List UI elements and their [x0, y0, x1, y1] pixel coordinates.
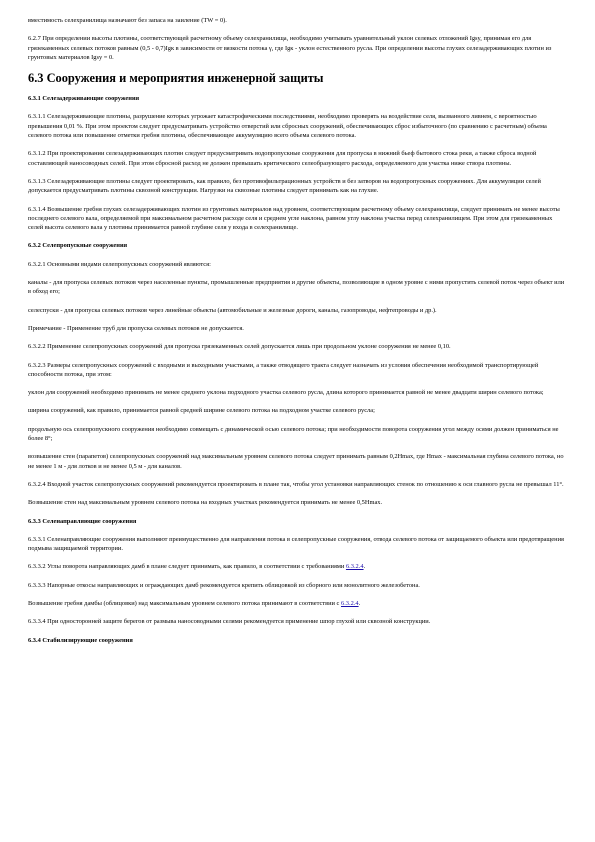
paragraph-axis: продольную ось селепропускного сооружения необходимо совмещать с динамической осью селевого потока; при необходимости поворота сооружения угол между осями должен приниматься не более 8°; [28, 425, 559, 443]
paragraph-parapet: возвышение стен (парапетов) селепропускных сооружений над максимальным уровнем селевого потока следует принимать равным 0,2Hmax, где Hmax - максимальная глубина селевого потока, но не менее 1 м - для лотков и не менее 0,5 м - для каналов. [28, 453, 564, 470]
paragraph-6-3-2-1: 6.3.2.1 Основными видами селепропускных сооружений являются: [28, 260, 211, 268]
paragraph-6-3-3-2 [28, 562, 567, 571]
paragraph-slope: уклон для сооружений необходимо принимать не менее среднего уклона подходного участка селевого русла, длина которого принимается равной не менее двадцати ширин селевого потока; [28, 389, 544, 397]
paragraph-chutes: селеспуски - для пропуска селевых потоков через линейные объекты (автомобильные и железные дороги, каналы, газопроводы, нефтепроводы и др.). [28, 306, 437, 314]
paragraph-text: Возвышение гребня дамбы (облицовки) над максимальным уровнем селевого потока принимают в соответствии с [28, 599, 341, 607]
paragraph-intro: вместимость селехранилища назначают без запаса на заиление (ТW = 0). [28, 17, 227, 24]
paragraph-6-3-2-4: 6.3.2.4 Входной участок селепропускных сооружений рекомендуется проектировать в плане так, чтобы угол установки направляющих стенок по отношению к оси главного русла не превышал 11°. [28, 480, 564, 488]
paragraph-text-end: . [363, 563, 366, 571]
paragraph-6-3-3-4: 6.3.3.4 При односторонней защите берегов от размыва наносоводными селями рекомендуется применение шпор глухой или сквозной конструкции. [28, 618, 431, 626]
paragraph-6-3-2-3: 6.3.2.3 Размеры селепропускных сооружений с входными и выходными участками, а также отводящего тракта следует назначать из условия обеспечения необходимой транспортирующей способности потока, при этом: [28, 361, 539, 378]
paragraph-6-3-1-3: 6.3.1.3 Селезадерживающие плотины следует проектировать, как правило, без противофильтрационных устройств и без затворов на водопропускных сооружениях. Для аккумуляции селей допускается предусматривать плотины сквозной конструкции. Нагрузки на сквозные плотины следует принимать как на глухие. [28, 177, 541, 195]
paragraph-6-3-1-2: 6.3.1.2 При проектировании селезадерживающих плотин следует предусматривать водопропускные сооружения для пропуска в нижний бьеф бытового стока реки, а также сброса водной составляющей наносоводных селей. При этом сбросной расход не должен превышать критического селеобразующего расхода, определяемого для участка ниже створа плотины. [28, 150, 537, 167]
paragraph-text: 6.3.3.2 Углы поворота направляющих дамб в плане следует принимать, как правило, в соответствии с требованиями [28, 563, 346, 571]
subsection-heading-6-3-4: 6.3.4 Стабилизирующие сооружения [28, 636, 133, 644]
paragraph-6-3-1-4: 6.3.1.4 Возвышение гребня глухих селезадерживающих плотин из грунтовых материалов над уровнем, соответствующим расчетному объему селехранилища, следует принимать не менее высоты последнего селевого вала, определяемой при максимальном расчетном расходе селя и среднем угле наклона, равном углу наклона участка перед селехранилищем. При этом для грязекаменных селей высота селевого вала у плотины принимается равной глубине селя у входа в селехранилище. [28, 205, 560, 232]
paragraph-6-3-1-1: 6.3.1.1 Селезадерживающие плотины, разрушение которых угрожает катастрофическими последствиями, необходимо проверять на воздействие селя, вызванного ливнем, с вероятностью превышения 0,01 %. При этом проектом следует предусматривать устройство отверстий или сбросных сооружений, обеспечивающих сброс избыточного (по сравнению с расчетным) объема селевого потока или повышение отметки гребня плотины, обеспечивающее аккумуляцию всего объема селевого потока. [28, 113, 547, 140]
paragraph-6-3-3-3: 6.3.3.3 Напорные откосы направляющих и ограждающих дамб рекомендуется крепить облицовкой из сборного или монолитного железобетона. [28, 581, 420, 589]
section-heading-6-3: 6.3 Сооружения и мероприятия инженерной защиты [28, 71, 324, 86]
paragraph-note: Примечание - Применение труб для пропуска селевых потоков не допускается. [28, 324, 244, 332]
paragraph-6-3-3-1: 6.3.3.1 Селенаправляющие сооружения выполняют преимущественно для направления потока в селепропускные сооружения, отвода селевого потока от защищаемого объекта или предотвращения подмыва защищаемой территории. [28, 535, 564, 553]
paragraph-6-2-7: 6.2.7 При определении высоты плотины, соответствующей расчетному объему селехранилища, необходимо учитывать уравнительный уклон селевых отложений Igsy, принимая его для грязекаменных селевых потоков равным (0,5 - 0,7)Igк в зависимости от вязкости потока γ, где Igк - уклон естественного русла. При определении высоты глухих селезадерживающих плотин из грунтовых материалов Igsy = 0. [28, 35, 552, 61]
subsection-heading-6-3-1: 6.3.1 Селезадерживающие сооружения [28, 95, 140, 103]
subsection-heading-6-3-2: 6.3.2 Селепропускные сооружения [28, 242, 128, 250]
paragraph-text-end: . [358, 599, 361, 607]
subsection-heading-6-3-3: 6.3.3 Селенаправляющие сооружения [28, 517, 137, 525]
paragraph-wall-elevation: Возвышение стен над максимальным уровнем селевого потока на входных участках рекомендуется принимать не менее 0,5Hmax. [28, 499, 383, 507]
reference-link-6-3-2-4[interactable]: 6.3.2.4 [345, 563, 364, 571]
paragraph-channels: каналы - для пропуска селевых потоков через населенные пункты, промышленные предприятия и другие объекты, позволяющие в одном уровне с ними пропустить селевой поток через объект или в обход его; [28, 279, 565, 296]
paragraph-width: ширина сооружений, как правило, принимается равной средней ширине селевого потока на подходном участке селевого русла; [28, 407, 375, 415]
paragraph-dam-crest [28, 599, 567, 608]
paragraph-6-3-2-2: 6.3.2.2 Применение селепропускных сооружений для пропуска грязекаменных селей допускается лишь при продольном уклоне сооружения не менее 0,10. [28, 343, 451, 351]
reference-link-6-3-2-4[interactable]: 6.3.2.4 [341, 599, 359, 607]
